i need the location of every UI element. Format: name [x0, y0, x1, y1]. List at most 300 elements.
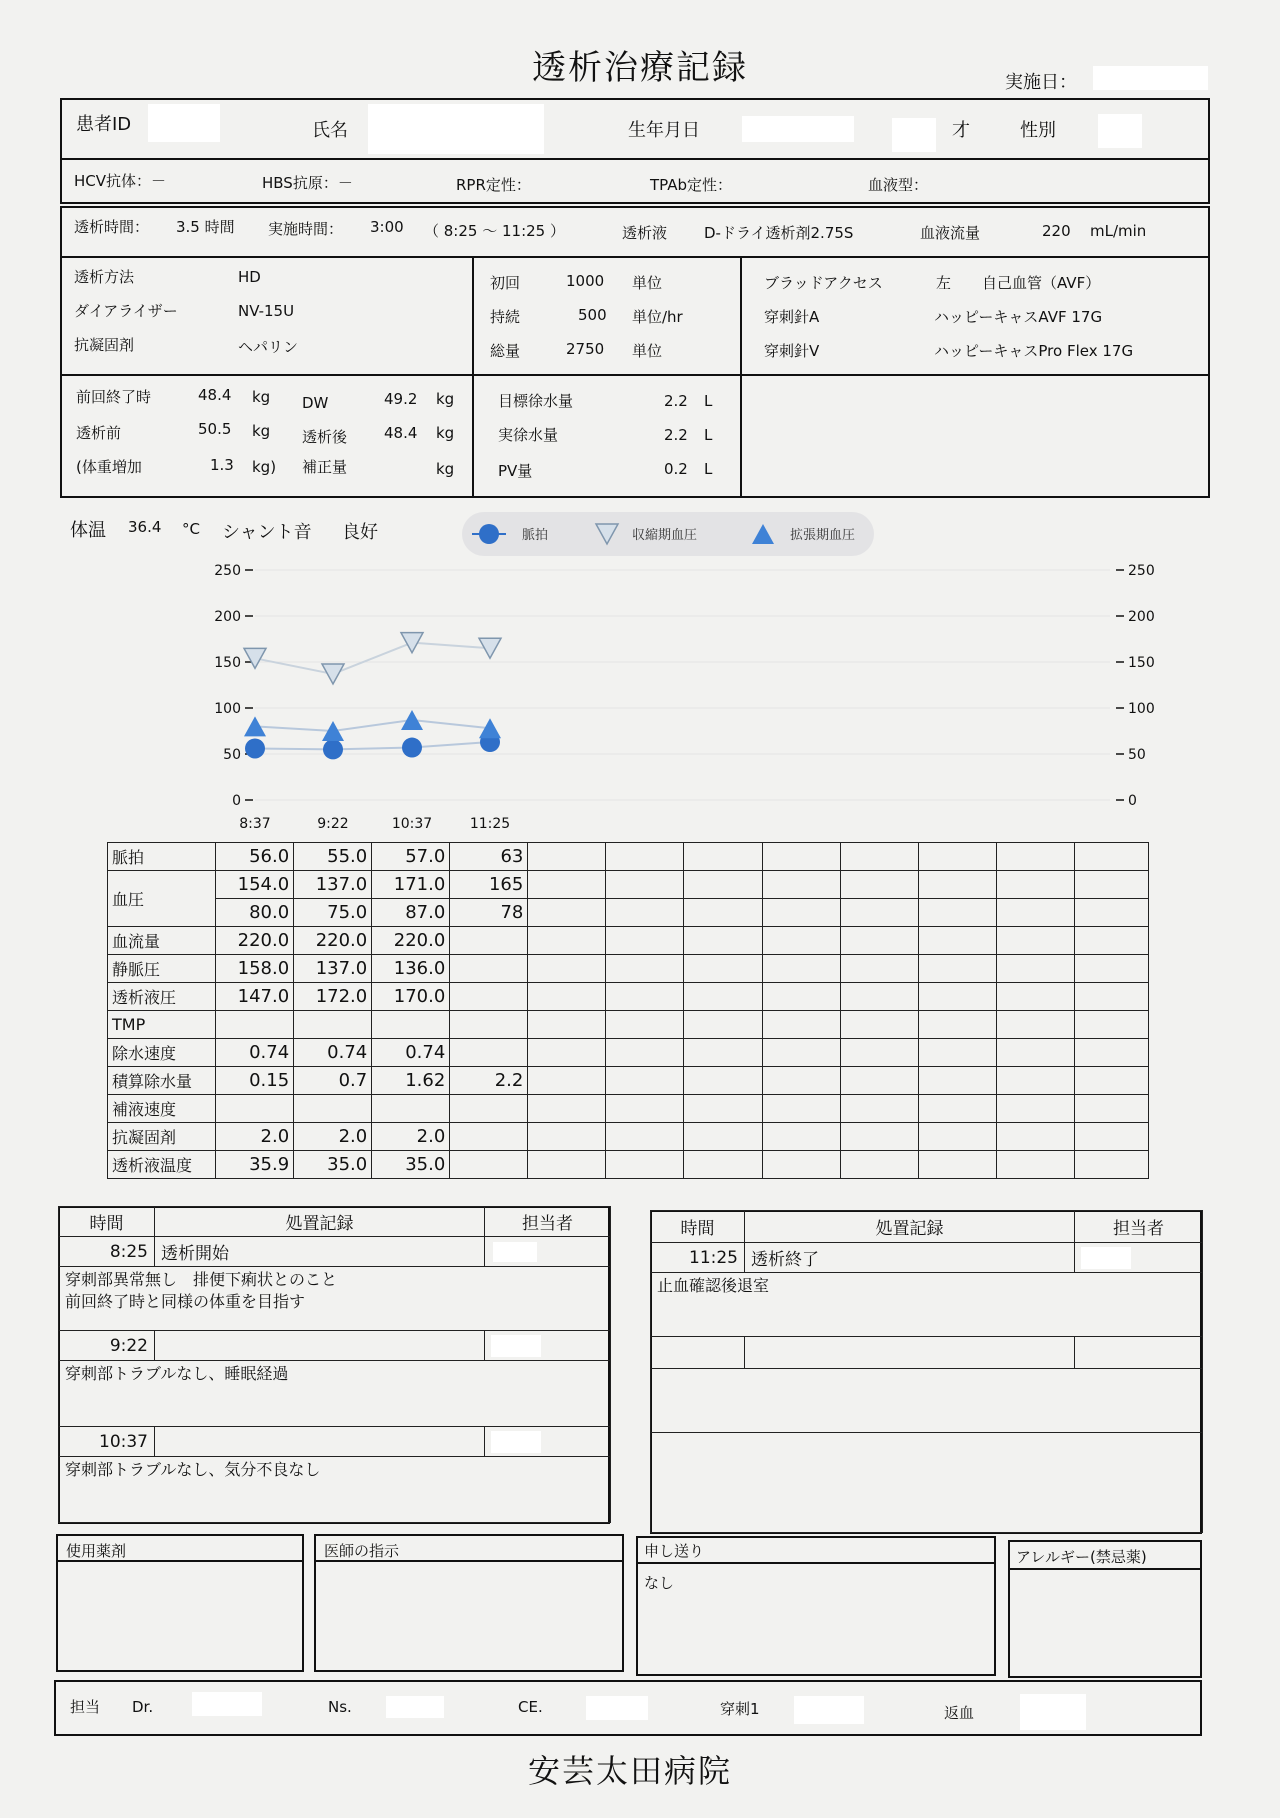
shunt-label: シャント音: [222, 522, 312, 543]
table-cell[interactable]: [606, 1039, 684, 1067]
table-cell[interactable]: [684, 843, 762, 871]
legend-label-pulse: 脈拍: [522, 528, 549, 543]
staff-dr-field[interactable]: [192, 1692, 262, 1716]
table-cell[interactable]: [996, 1067, 1074, 1095]
log-right-staff-1[interactable]: [1075, 1243, 1203, 1273]
legend-up-triangle-marker: [752, 524, 774, 544]
row-label: 補液速度: [108, 1095, 216, 1123]
table-cell[interactable]: [294, 1011, 372, 1039]
post-weight-value: 48.4: [384, 424, 418, 442]
log-left-staff-2[interactable]: [485, 1331, 611, 1361]
table-cell[interactable]: [606, 927, 684, 955]
age-field[interactable]: [892, 118, 936, 152]
table-cell[interactable]: 2.2: [450, 1067, 528, 1095]
actual-removal-label: 実徐水量: [498, 426, 559, 444]
table-cell[interactable]: [840, 1095, 918, 1123]
table-cell[interactable]: [528, 1039, 606, 1067]
table-cell[interactable]: [840, 1151, 918, 1179]
table-cell[interactable]: [762, 1039, 840, 1067]
table-cell[interactable]: [996, 1151, 1074, 1179]
table-cell[interactable]: 63: [450, 843, 528, 871]
staff-puncture-label: 穿刺1: [720, 1700, 760, 1718]
table-cell[interactable]: [1074, 1011, 1148, 1039]
table-cell[interactable]: [684, 1039, 762, 1067]
treatment-log-left-table: [58, 1206, 611, 1523]
table-row: [108, 983, 1149, 1011]
table-cell[interactable]: 220.0: [372, 927, 450, 955]
impl-time-range: （ 8:25 〜 11:25 ）: [424, 222, 565, 240]
table-cell[interactable]: [996, 927, 1074, 955]
table-cell[interactable]: [996, 1039, 1074, 1067]
log-right-record-2[interactable]: [745, 1337, 1075, 1369]
table-cell[interactable]: [918, 1067, 996, 1095]
pv-value: 0.2: [664, 460, 688, 478]
date-field[interactable]: [1093, 66, 1208, 90]
table-cell[interactable]: [450, 1011, 528, 1039]
weight-box: [60, 374, 1210, 498]
pre-weight-value: 50.5: [198, 420, 232, 438]
needle-a-label: 穿刺針A: [764, 308, 820, 326]
table-cell[interactable]: [996, 899, 1074, 927]
table-cell[interactable]: [1074, 1095, 1148, 1123]
heparin-cont-label: 持続: [490, 308, 521, 326]
log-right-time-2[interactable]: [651, 1337, 745, 1369]
table-cell[interactable]: [1074, 1039, 1148, 1067]
gain-value: 1.3: [210, 456, 234, 474]
table-cell[interactable]: 1.62: [372, 1067, 450, 1095]
row-label: 抗凝固剤: [108, 1123, 216, 1151]
table-cell[interactable]: [840, 927, 918, 955]
table-cell[interactable]: 78: [450, 899, 528, 927]
data-point: [323, 739, 343, 759]
table-cell[interactable]: [606, 871, 684, 899]
table-cell[interactable]: 147.0: [216, 983, 294, 1011]
y-tick-label-right: 50: [1128, 747, 1146, 763]
legend-label-systolic: 収縮期血圧: [632, 528, 698, 543]
table-cell[interactable]: 2.0: [216, 1123, 294, 1151]
log-left-record-3[interactable]: [155, 1427, 485, 1457]
access-label: ブラッドアクセス: [764, 274, 883, 292]
table-cell[interactable]: [216, 1011, 294, 1039]
table-cell[interactable]: [918, 983, 996, 1011]
table-cell[interactable]: [606, 843, 684, 871]
table-cell[interactable]: 35.0: [294, 1151, 372, 1179]
temp-value: 36.4: [128, 518, 162, 536]
table-cell[interactable]: [450, 1123, 528, 1151]
anticoag-value: ヘパリン: [238, 338, 299, 356]
y-tick-label-right: 0: [1128, 793, 1137, 809]
table-cell[interactable]: [918, 899, 996, 927]
log-left-record-1[interactable]: 透析開始: [155, 1237, 485, 1267]
allergy-field[interactable]: [1010, 1570, 1200, 1676]
y-tick-label-left: 50: [223, 747, 241, 763]
table-row: [108, 843, 1149, 871]
series-line: [255, 643, 490, 674]
log-right-header-time: 時間: [651, 1211, 745, 1243]
sex-field[interactable]: [1098, 114, 1142, 148]
table-cell[interactable]: [918, 1095, 996, 1123]
table-cell[interactable]: [372, 1011, 450, 1039]
doctor-label: 医師の指示: [324, 1542, 400, 1560]
y-tick-label-right: 250: [1128, 563, 1155, 579]
table-cell[interactable]: [1074, 1123, 1148, 1151]
age-unit: 才: [952, 120, 970, 141]
table-cell[interactable]: [684, 1067, 762, 1095]
table-cell[interactable]: 170.0: [372, 983, 450, 1011]
table-cell[interactable]: [528, 871, 606, 899]
dialyzer-label: ダイアライザー: [74, 302, 178, 320]
dob-label: 生年月日: [628, 120, 700, 141]
table-cell[interactable]: [684, 1123, 762, 1151]
table-cell[interactable]: 55.0: [294, 843, 372, 871]
table-cell[interactable]: [528, 899, 606, 927]
log-right-time-1: 11:25: [651, 1243, 745, 1273]
table-cell[interactable]: 56.0: [216, 843, 294, 871]
table-cell[interactable]: 171.0: [372, 871, 450, 899]
patient-id-label: 患者ID: [76, 114, 132, 135]
table-cell[interactable]: [762, 1067, 840, 1095]
fluid-label: 透析液: [622, 224, 668, 242]
table-cell[interactable]: [762, 871, 840, 899]
method-label: 透析方法: [74, 268, 135, 286]
table-cell[interactable]: 0.74: [372, 1039, 450, 1067]
table-cell[interactable]: [606, 1011, 684, 1039]
table-cell[interactable]: 2.0: [372, 1123, 450, 1151]
table-cell[interactable]: [1074, 843, 1148, 871]
table-cell[interactable]: [606, 1095, 684, 1123]
table-cell[interactable]: [684, 899, 762, 927]
table-cell[interactable]: [450, 1095, 528, 1123]
handover-value[interactable]: なし: [644, 1574, 675, 1592]
blood-type-text: 血液型：: [868, 176, 929, 194]
heparin-cont-unit: 単位/hr: [632, 308, 683, 326]
table-cell[interactable]: [840, 1123, 918, 1151]
log-left-note-1[interactable]: 穿刺部異常無し 排便下痢状とのこと 前回終了時と同様の体重を目指す: [65, 1270, 338, 1311]
table-cell[interactable]: [762, 983, 840, 1011]
table-cell[interactable]: [294, 1095, 372, 1123]
table-cell[interactable]: [840, 1011, 918, 1039]
target-removal-label: 目標徐水量: [498, 392, 574, 410]
table-cell[interactable]: [996, 1011, 1074, 1039]
table-cell[interactable]: [528, 1011, 606, 1039]
hbs-text: HBS抗原：－: [262, 174, 353, 192]
table-cell[interactable]: [762, 927, 840, 955]
table-cell[interactable]: [606, 899, 684, 927]
log-left-header-time: 時間: [59, 1207, 155, 1237]
table-cell[interactable]: [450, 1039, 528, 1067]
x-tick-label: 9:22: [317, 816, 349, 832]
staff-return-field[interactable]: [1020, 1694, 1086, 1730]
row-label: 除水速度: [108, 1039, 216, 1067]
fluid-value: D-ドライ透析剤2.75S: [704, 224, 854, 242]
table-cell[interactable]: [606, 1151, 684, 1179]
flow-value: 220: [1042, 222, 1071, 240]
actual-removal-unit: L: [704, 426, 713, 444]
table-cell[interactable]: 0.7: [294, 1067, 372, 1095]
table-cell[interactable]: 154.0: [216, 871, 294, 899]
table-row: [108, 1151, 1149, 1179]
heparin-initial-unit: 単位: [632, 274, 663, 292]
table-cell[interactable]: [528, 1123, 606, 1151]
row-label: 静脈圧: [108, 955, 216, 983]
y-tick-label-right: 200: [1128, 609, 1155, 625]
table-cell[interactable]: [840, 871, 918, 899]
shunt-value: 良好: [342, 522, 378, 543]
table-cell[interactable]: 172.0: [294, 983, 372, 1011]
y-tick-label-left: 0: [232, 793, 241, 809]
table-cell[interactable]: [606, 983, 684, 1011]
x-tick-label: 10:37: [391, 816, 433, 832]
temp-label: 体温: [70, 520, 106, 541]
table-cell[interactable]: [528, 1151, 606, 1179]
table-cell[interactable]: [996, 983, 1074, 1011]
table-cell[interactable]: [528, 1067, 606, 1095]
table-cell[interactable]: [762, 1095, 840, 1123]
page-title: 透析治療記録: [532, 48, 748, 88]
table-cell[interactable]: [918, 843, 996, 871]
staff-return-label: 返血: [944, 1704, 975, 1722]
table-cell[interactable]: [996, 1095, 1074, 1123]
table-cell[interactable]: [918, 1011, 996, 1039]
post-weight-unit: kg: [436, 424, 455, 442]
data-point: [244, 648, 266, 668]
pv-unit: L: [704, 460, 713, 478]
table-cell[interactable]: 136.0: [372, 955, 450, 983]
table-cell[interactable]: [918, 1123, 996, 1151]
gain-label: (体重増加: [76, 458, 142, 476]
x-tick-label: 11:25: [469, 816, 511, 832]
method-value: HD: [238, 268, 261, 286]
table-row: [108, 871, 1149, 899]
table-cell[interactable]: 220.0: [216, 927, 294, 955]
prev-weight-value: 48.4: [198, 386, 232, 404]
table-cell[interactable]: [372, 1095, 450, 1123]
log-right-staff-2[interactable]: [1075, 1337, 1203, 1369]
table-cell[interactable]: [450, 1151, 528, 1179]
doctor-field[interactable]: [316, 1562, 622, 1670]
y-tick-label-right: 100: [1128, 701, 1155, 717]
flow-label: 血液流量: [920, 224, 981, 242]
staff-ce-field[interactable]: [586, 1696, 648, 1720]
staff-ce-label: CE.: [518, 1698, 543, 1716]
table-cell[interactable]: 165: [450, 871, 528, 899]
table-cell[interactable]: [450, 983, 528, 1011]
anticoag-label: 抗凝固剤: [74, 336, 135, 354]
corr-label: 補正量: [302, 458, 348, 476]
table-cell[interactable]: [840, 899, 918, 927]
table-cell[interactable]: [918, 871, 996, 899]
table-cell[interactable]: 87.0: [372, 899, 450, 927]
table-cell[interactable]: [918, 955, 996, 983]
heparin-initial-label: 初回: [490, 274, 521, 292]
table-cell[interactable]: [996, 871, 1074, 899]
heparin-total-unit: 単位: [632, 342, 663, 360]
log-left-header-staff: 担当者: [485, 1207, 611, 1237]
table-cell[interactable]: [684, 871, 762, 899]
log-left-record-2[interactable]: [155, 1331, 485, 1361]
table-cell[interactable]: [762, 1123, 840, 1151]
prev-weight-label: 前回終了時: [76, 388, 152, 406]
table-cell[interactable]: [528, 1095, 606, 1123]
pv-label: PV量: [498, 462, 533, 480]
table-cell[interactable]: [840, 955, 918, 983]
legend-label-diastolic: 拡張期血圧: [790, 528, 856, 543]
post-weight-label: 透析後: [302, 428, 348, 446]
heparin-initial-value: 1000: [566, 272, 605, 290]
table-cell[interactable]: [684, 1095, 762, 1123]
table-cell[interactable]: [684, 955, 762, 983]
table-row: [108, 1067, 1149, 1095]
table-cell[interactable]: [918, 927, 996, 955]
table-cell[interactable]: [216, 1095, 294, 1123]
table-cell[interactable]: [1074, 983, 1148, 1011]
table-cell[interactable]: 0.74: [216, 1039, 294, 1067]
table-cell[interactable]: [606, 955, 684, 983]
y-tick-label-right: 150: [1128, 655, 1155, 671]
log-left-note-3[interactable]: 穿刺部トラブルなし、気分不良なし: [65, 1460, 321, 1479]
table-cell[interactable]: 137.0: [294, 871, 372, 899]
staff-puncture-field[interactable]: [794, 1696, 864, 1724]
patient-id-field[interactable]: [148, 104, 220, 142]
table-cell[interactable]: [1074, 1067, 1148, 1095]
target-removal-value: 2.2: [664, 392, 688, 410]
staff-ns-field[interactable]: [386, 1696, 444, 1718]
dw-value: 49.2: [384, 390, 418, 408]
staff-ns-label: Ns.: [328, 1698, 352, 1716]
table-cell[interactable]: [762, 1151, 840, 1179]
hcv-text: HCV抗体：－: [74, 172, 167, 190]
table-cell[interactable]: [450, 927, 528, 955]
table-cell[interactable]: [450, 955, 528, 983]
log-left-time-2: 9:22: [59, 1331, 155, 1361]
y-tick-label-left: 250: [214, 563, 241, 579]
name-label: 氏名: [312, 120, 348, 141]
staff-label: 担当: [70, 1698, 101, 1716]
log-right-note-2[interactable]: [651, 1369, 1203, 1433]
table-cell[interactable]: 35.0: [372, 1151, 450, 1179]
table-cell[interactable]: 0.15: [216, 1067, 294, 1095]
table-cell[interactable]: 137.0: [294, 955, 372, 983]
handover-header-line: [636, 1562, 996, 1564]
log-right-header-record: 処置記録: [745, 1211, 1075, 1243]
dialysis-time-value: 3.5 時間: [176, 218, 235, 236]
table-cell[interactable]: [684, 927, 762, 955]
table-cell[interactable]: [996, 843, 1074, 871]
corr-unit: kg: [436, 460, 455, 478]
hospital-name: 安芸太田病院: [528, 1752, 733, 1790]
table-cell[interactable]: [684, 1011, 762, 1039]
row-label: 透析液圧: [108, 983, 216, 1011]
table-cell[interactable]: [918, 1039, 996, 1067]
labs-box: [60, 158, 1210, 204]
table-cell[interactable]: [528, 983, 606, 1011]
table-row: [108, 1095, 1149, 1123]
table-row: [108, 899, 1149, 927]
table-cell[interactable]: [684, 1151, 762, 1179]
table-cell[interactable]: [1074, 927, 1148, 955]
table-row: [108, 1011, 1149, 1039]
data-point: [402, 738, 422, 758]
table-cell[interactable]: [606, 1123, 684, 1151]
legend-down-triangle-marker: [596, 524, 618, 544]
table-cell[interactable]: 57.0: [372, 843, 450, 871]
table-cell[interactable]: [840, 1039, 918, 1067]
dw-unit: kg: [436, 390, 455, 408]
table-cell[interactable]: [840, 983, 918, 1011]
log-left-staff-1[interactable]: [485, 1237, 611, 1267]
sex-label: 性別: [1020, 120, 1056, 141]
heparin-cont-value: 500: [578, 306, 607, 324]
impl-time-value: 3:00: [370, 218, 404, 236]
treatment-log-right-table: [650, 1210, 1203, 1533]
pre-weight-label: 透析前: [76, 424, 122, 442]
table-cell[interactable]: [1074, 899, 1148, 927]
table-cell[interactable]: [762, 1011, 840, 1039]
table-cell[interactable]: [1074, 955, 1148, 983]
meds-label: 使用薬剤: [66, 1542, 127, 1560]
dob-field[interactable]: [742, 116, 854, 142]
table-cell[interactable]: [840, 843, 918, 871]
table-row: [108, 927, 1149, 955]
access-side: 左: [936, 274, 952, 292]
heparin-total-value: 2750: [566, 340, 605, 358]
table-cell[interactable]: [1074, 871, 1148, 899]
staff-dr-label: Dr.: [132, 1698, 154, 1716]
table-cell[interactable]: [840, 1067, 918, 1095]
row-label: 血流量: [108, 927, 216, 955]
table-cell[interactable]: [918, 1151, 996, 1179]
table-row: [108, 955, 1149, 983]
table-cell[interactable]: [684, 983, 762, 1011]
log-right-record-1[interactable]: 透析終了: [745, 1243, 1075, 1273]
table-cell[interactable]: [762, 899, 840, 927]
dialysis-time-label: 透析時間：: [74, 218, 150, 236]
log-left-time-3: 10:37: [59, 1427, 155, 1457]
log-right-note-3[interactable]: [651, 1433, 1203, 1533]
series-line: [255, 742, 490, 749]
table-cell[interactable]: 75.0: [294, 899, 372, 927]
name-field[interactable]: [368, 104, 544, 154]
table-cell[interactable]: [996, 1123, 1074, 1151]
prev-weight-unit: kg: [252, 388, 271, 406]
table-cell[interactable]: 158.0: [216, 955, 294, 983]
log-right-note-1[interactable]: 止血確認後退室: [657, 1276, 770, 1295]
table-cell[interactable]: 220.0: [294, 927, 372, 955]
dw-label: DW: [302, 394, 329, 412]
table-cell[interactable]: [1074, 1151, 1148, 1179]
table-cell[interactable]: [606, 1067, 684, 1095]
table-cell[interactable]: [996, 955, 1074, 983]
table-cell[interactable]: 0.74: [294, 1039, 372, 1067]
series-line: [255, 720, 490, 731]
table-row: [108, 1123, 1149, 1151]
table-cell[interactable]: [528, 927, 606, 955]
y-tick-label-left: 200: [214, 609, 241, 625]
log-left-staff-3[interactable]: [485, 1427, 611, 1457]
table-cell[interactable]: 2.0: [294, 1123, 372, 1151]
table-cell[interactable]: [528, 955, 606, 983]
table-cell[interactable]: [762, 955, 840, 983]
table-cell[interactable]: 80.0: [216, 899, 294, 927]
log-left-note-2[interactable]: 穿刺部トラブルなし、睡眠経過: [65, 1364, 289, 1383]
table-cell[interactable]: [528, 843, 606, 871]
actual-removal-value: 2.2: [664, 426, 688, 444]
meds-field[interactable]: [58, 1562, 302, 1670]
flow-unit: mL/min: [1090, 222, 1147, 240]
temp-unit: °C: [182, 520, 200, 538]
table-cell[interactable]: 35.9: [216, 1151, 294, 1179]
table-cell[interactable]: [762, 843, 840, 871]
